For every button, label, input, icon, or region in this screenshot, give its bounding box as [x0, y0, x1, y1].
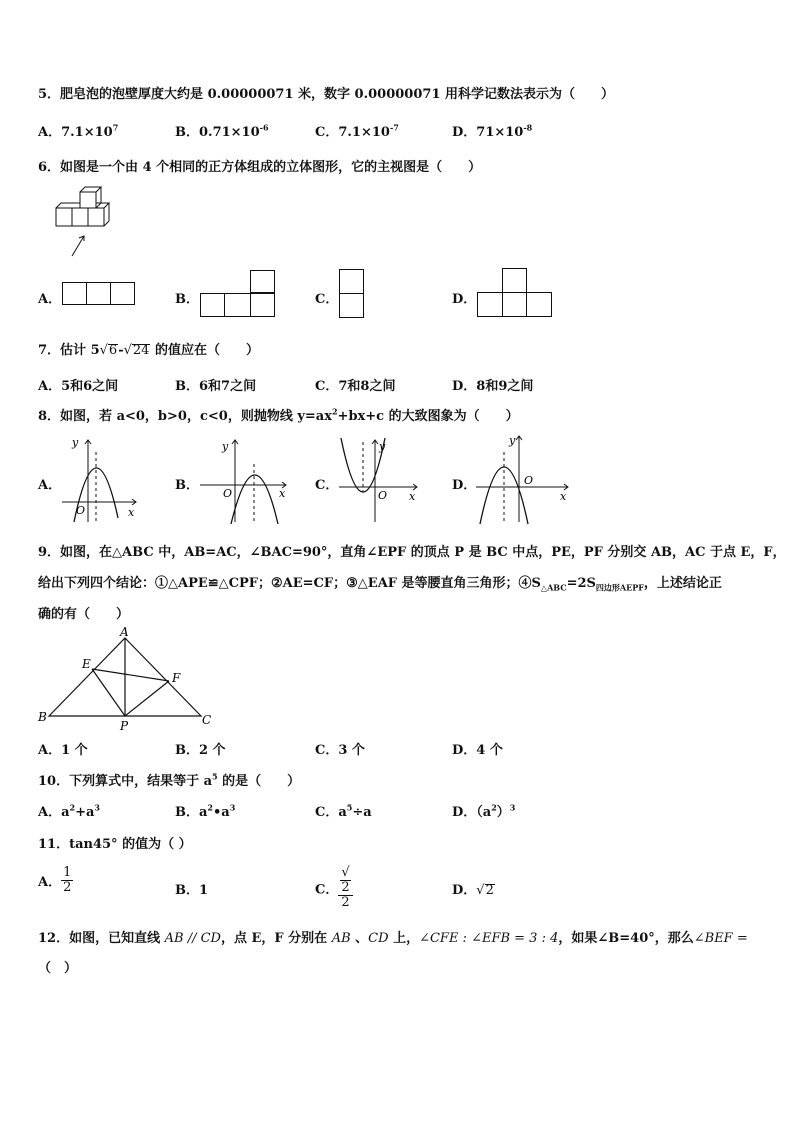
- q9-line2: 给出下列四个结论：①△APE≌△CPF；②AE=CF；③△EAF 是等腰直角三角形；$④S_{\triangle ABC}=2S_{四边形AEPF}$，上述结论正: [38, 576, 722, 593]
- q11-option-b[interactable]: B．1: [175, 883, 209, 898]
- q6-view-c: [339, 269, 365, 319]
- q8-option-b[interactable]: B．: [175, 478, 199, 493]
- q9-option-a[interactable]: A．1 个: [38, 743, 88, 758]
- q6-option-a[interactable]: A．: [38, 292, 62, 307]
- q8-a-x-label: x: [128, 506, 135, 519]
- q9-label-f: F: [172, 671, 181, 685]
- q11-option-a[interactable]: A． $\frac{1}{2}$: [38, 865, 72, 895]
- q5-option-b[interactable]: B．$0.71\times 10^{-6}$: [175, 122, 269, 140]
- q7-option-a[interactable]: A．5和6之间: [38, 379, 119, 394]
- q8-b-origin-label: O: [223, 487, 233, 500]
- q9-option-b[interactable]: B．2 个: [175, 743, 226, 758]
- q7-radical-6: 6: [108, 343, 118, 358]
- q9-line1: 9．如图，在△ABC 中，AB=AC，∠BAC=90°，直角∠EPF 的顶点 P 是 BC 中点，PE，PF 分别交 AB，AC 于点 E，F，: [38, 545, 786, 560]
- q8-stem: 8．如图，若 a<0，b>0，c<0，则抛物线 $y=ax^2+bx+c$ 的大致图象为（ ）: [38, 406, 519, 424]
- q7-option-b[interactable]: B．6和7之间: [175, 379, 257, 394]
- q8-d-origin-label: O: [524, 474, 534, 487]
- q8-a-y-label: y: [72, 436, 79, 449]
- q8-b-y-label: y: [222, 440, 229, 453]
- q10-option-b[interactable]: B．$a^2•a^3$: [175, 802, 236, 820]
- q11-stem: 11．tan45° 的值为（ ）: [38, 837, 192, 852]
- q8-a-origin-label: O: [76, 504, 86, 517]
- q7-option-c[interactable]: C．7和8之间: [315, 379, 396, 394]
- q8-c-y-label: y: [379, 440, 386, 453]
- q8-graph-a: [60, 434, 140, 524]
- q11-option-d[interactable]: D．√2: [452, 883, 494, 898]
- q9-label-b: B: [38, 710, 47, 724]
- q11-c-fraction: √ 2 2: [338, 866, 352, 910]
- q8-c-origin-label: O: [378, 489, 388, 502]
- q7-option-d[interactable]: D．8和9之间: [452, 379, 534, 394]
- q10-stem: 10．下列算式中，结果等于 $a^5$ 的是（ ）: [38, 771, 301, 789]
- q9-label-a: A: [120, 625, 129, 639]
- q5-option-c[interactable]: C．$7.1\times 10^{-7}$: [315, 122, 399, 140]
- q6-view-a: [62, 282, 137, 306]
- q8-option-c[interactable]: C．: [315, 478, 339, 493]
- q6-option-c[interactable]: C．: [315, 292, 339, 307]
- q5-option-a[interactable]: A．$7.1\times 10^7$: [38, 122, 119, 140]
- q5-option-d[interactable]: D．$71\times 10^{-8}$: [452, 122, 533, 140]
- q9-label-e: E: [82, 657, 91, 671]
- q5-stem: 5．肥皂泡的泡壁厚度大约是 0.00000071 米，数字 0.00000071 用科学记数法表示为（ ）: [38, 87, 615, 102]
- q8-graph-d: [474, 430, 572, 524]
- q9-option-c[interactable]: C．3 个: [315, 743, 365, 758]
- q8-d-x-label: x: [560, 490, 567, 503]
- q8-b-x-label: x: [279, 487, 286, 500]
- q11-option-c[interactable]: C． √ 2 2: [315, 866, 353, 910]
- q8-graph-c: [337, 436, 421, 524]
- q7-stem: 7．估计 5√6-√24 的值应在（ ）: [38, 343, 259, 358]
- q6-cube-figure: [52, 184, 124, 260]
- q9-line3: 确的有（ ）: [38, 607, 130, 622]
- q10-option-d[interactable]: D．$(a^2)^3$: [452, 802, 516, 820]
- q9-option-d[interactable]: D．4 个: [452, 743, 503, 758]
- q6-option-d[interactable]: D．: [452, 292, 477, 307]
- q10-option-a[interactable]: A．$a^2+a^3$: [38, 802, 100, 820]
- q6-stem: 6．如图是一个由 4 个相同的正方体组成的立体图形，它的主视图是（ ）: [38, 160, 482, 175]
- q9-label-c: C: [202, 713, 212, 727]
- q9-triangle-figure: [36, 626, 216, 734]
- q11-a-fraction: $\frac{1}{2}$: [63, 865, 72, 895]
- q8-option-a[interactable]: A．: [38, 478, 62, 493]
- q9-label-p: P: [120, 719, 129, 733]
- q6-option-b[interactable]: B．: [175, 292, 199, 307]
- q8-c-x-label: x: [409, 490, 416, 503]
- q8-graph-b: [198, 436, 290, 524]
- q7-radical-24: 24: [132, 343, 150, 358]
- q12-stem: 12．如图，已知直线 AB // CD，点 E，F 分别在 AB 、CD 上，∠CFE : ∠EFB = 3 : 4，如果∠B=40°，那么∠BEF =: [38, 931, 748, 946]
- q6-view-d: [477, 268, 553, 318]
- q10-option-c[interactable]: C．$a^5\div a$: [315, 802, 372, 820]
- q12-answer-blank: （ ）: [38, 961, 78, 976]
- q8-option-d[interactable]: D．: [452, 478, 477, 493]
- q6-view-b: [200, 270, 276, 318]
- q8-d-y-label: y: [509, 434, 516, 447]
